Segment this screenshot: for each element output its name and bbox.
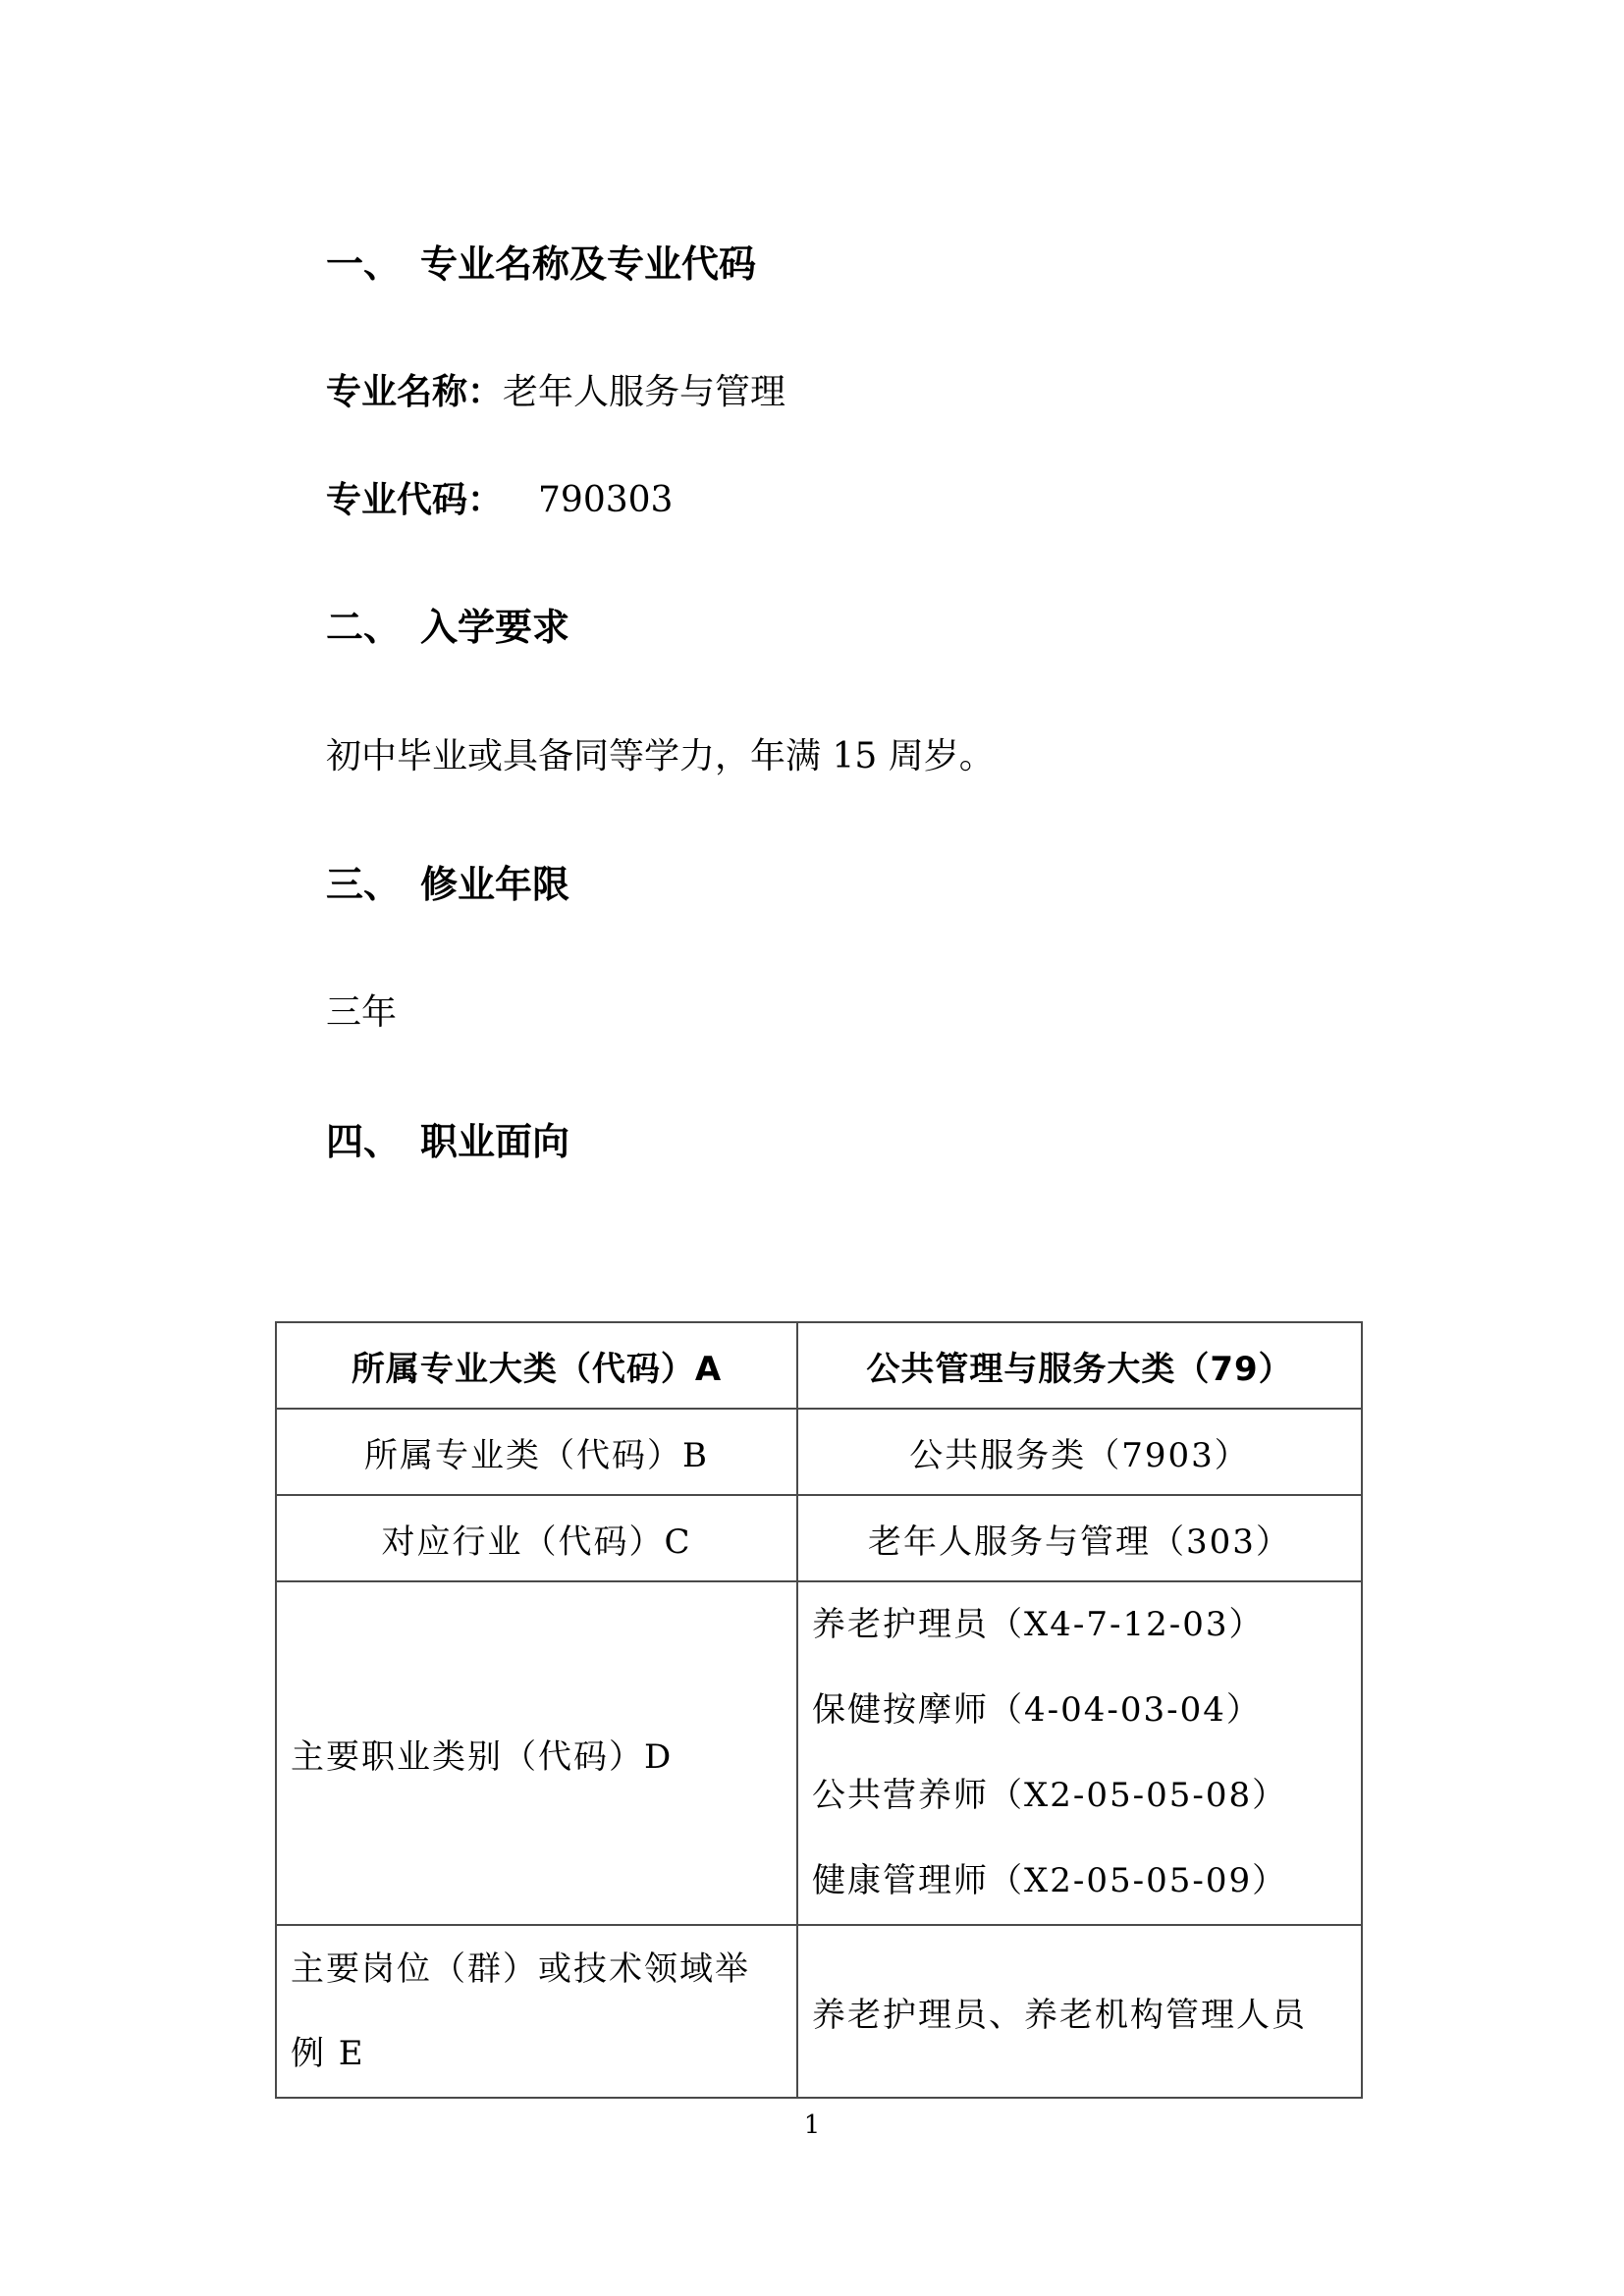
table-row — [276, 1409, 1362, 1495]
major-code-label: 专业代码： — [326, 480, 504, 520]
major-code-value: 790303 — [538, 480, 674, 520]
table-row — [276, 1495, 1362, 1581]
section-heading-4 — [326, 1117, 569, 1166]
row-b-value: 公共服务类（7903） — [797, 1409, 1362, 1495]
duration-text: 三年 — [326, 992, 398, 1033]
row-e-label: 主要岗位（群）或技术领域举例 E — [276, 1925, 797, 2098]
row-d-values — [797, 1581, 1362, 1925]
page-number: 1 — [803, 2110, 821, 2140]
major-code-line — [326, 476, 673, 525]
row-b-label: 所属专业类（代码）B — [276, 1409, 797, 1495]
row-c-label: 对应行业（代码）C — [276, 1495, 797, 1581]
section-number: 一、 — [326, 242, 402, 286]
row-e-value: 养老护理员、养老机构管理人员 — [797, 1925, 1362, 2098]
major-name-value: 老年人服务与管理 — [503, 372, 786, 412]
section-heading-2 — [326, 603, 569, 652]
occupation-item: 健康管理师（X2-05-05-09） — [812, 1861, 1288, 1900]
section-heading-1 — [326, 240, 756, 289]
section-title: 修业年限 — [420, 863, 570, 906]
table-row — [276, 1925, 1362, 2098]
row-a-value: 公共管理与服务大类（79） — [797, 1322, 1362, 1409]
table-row — [276, 1581, 1362, 1925]
section-heading-3 — [326, 860, 569, 909]
occupation-table — [275, 1321, 1363, 2099]
section-title: 入学要求 — [420, 606, 570, 649]
occupation-item: 公共营养师（X2-05-05-08） — [812, 1776, 1288, 1815]
section-number: 二、 — [326, 606, 402, 649]
section-title: 专业名称及专业代码 — [420, 242, 757, 286]
row-d-label: 主要职业类别（代码）D — [276, 1581, 797, 1925]
row-c-value: 老年人服务与管理（303） — [797, 1495, 1362, 1581]
table-row — [276, 1322, 1362, 1409]
major-name-label: 专业名称： — [326, 372, 504, 412]
admission-text: 初中毕业或具备同等学力，年满 15 周岁。 — [326, 736, 995, 776]
occupation-item: 养老护理员（X4-7-12-03） — [812, 1605, 1265, 1644]
occupation-item: 保健按摩师（4-04-03-04） — [812, 1690, 1262, 1730]
section-number: 四、 — [326, 1120, 402, 1163]
section-number: 三、 — [326, 863, 402, 906]
section-title: 职业面向 — [420, 1120, 570, 1163]
major-name-line — [326, 368, 785, 417]
row-a-label: 所属专业大类（代码）A — [276, 1322, 797, 1409]
